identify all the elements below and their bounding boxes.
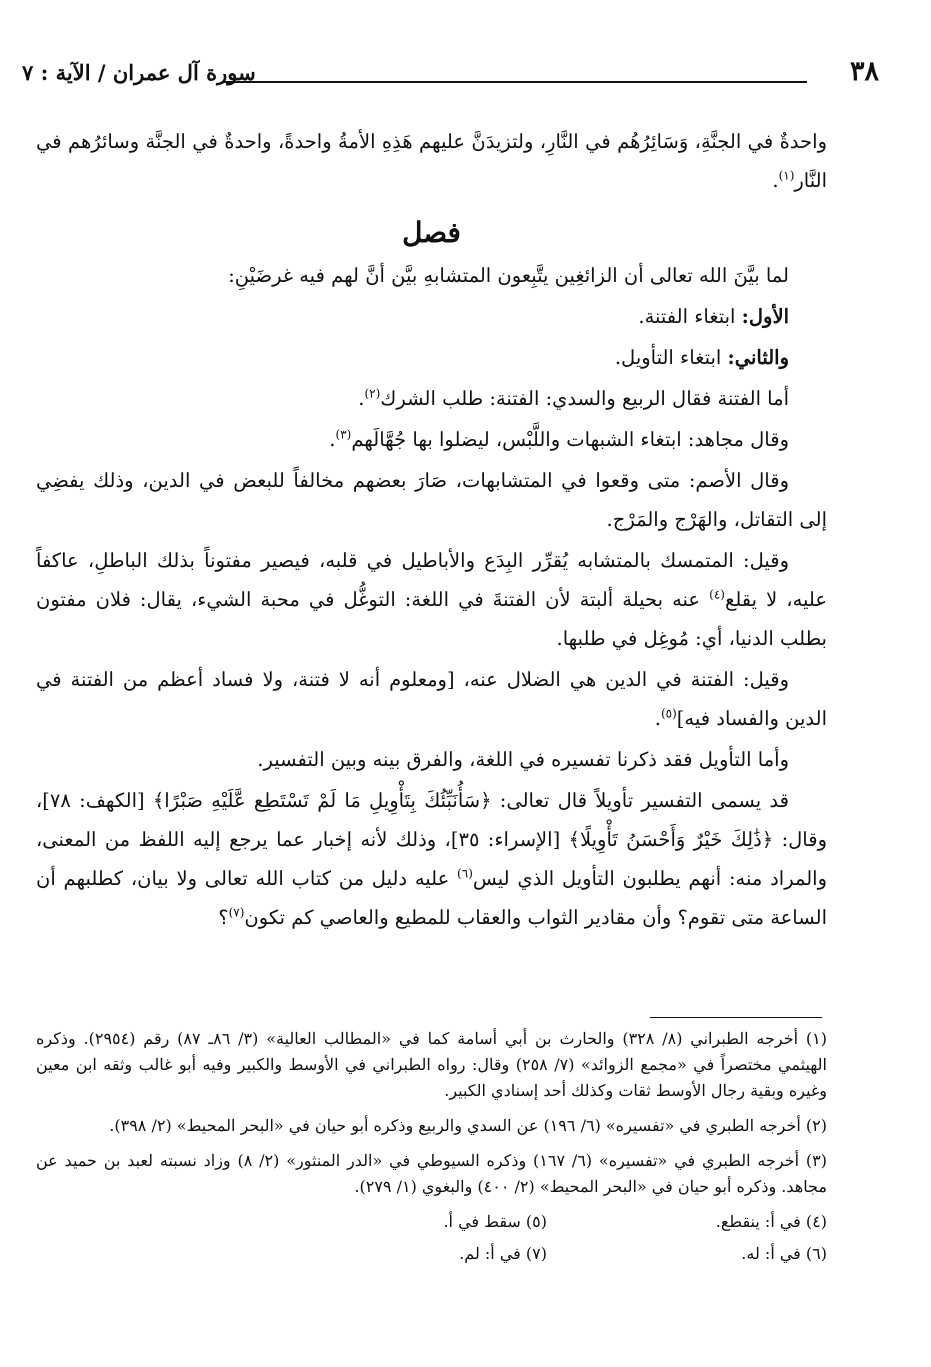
footnote-ref: (١) <box>778 168 795 183</box>
paragraph-text: وقيل: الفتنة في الدين هي الضلال عنه، [ومعلوم أنه لا فتنة، ولا فساد أعظم من الفتنة في الدين والفساد فيه] <box>36 668 827 730</box>
paragraph-text: وقال مجاهد: ابتغاء الشبهات واللَّبْس، ليضلوا بها جُهَّالَهم <box>351 428 789 451</box>
paragraph-mujahid: وقال مجاهد: ابتغاء الشبهات واللَّبْس، ليضلوا بها جُهَّالَهم$^{(٣)}$. <box>329 427 789 451</box>
header-rule <box>222 81 807 83</box>
paragraph-text: أما الفتنة فقال الربيع والسدي: الفتنة: طلب الشرك <box>380 387 789 410</box>
paragraph-text: عليه دليل من كتاب الله تعالى ولا بيان، كطلبهم أن الساعة متى تقوم؟ وأن مقادير الثواب والعقاب للمطيع والعاصي كم تكون <box>36 867 827 929</box>
paragraph-text: وقيل: المتمسك بالمتشابه يُقرِّر البِدَع والأباطيل في قلبه، فيصير مفتوناً بذلك الباطلِ، عاكفاً عليه، لا يقلع <box>36 549 827 611</box>
section-heading: فصل <box>402 216 461 249</box>
first-text: ابتغاء الفتنة. <box>638 305 736 328</box>
paragraph-text: عنه بحيلة ألبتة لأن الفتنةَ في اللغة: التوغُّل في محبة الشيء، يقال: فلان مفتون بطلب الدنيا، أي: مُوغِل في طلبها. <box>36 588 827 650</box>
footnote-ref: (٦) <box>457 866 473 881</box>
footnote-ref: (٢) <box>364 386 381 401</box>
paragraph-hadith-end: واحدةٌ في الجنَّةِ، وَسَائِرُهُم في النَّارِ، ولتزيدَنَّ عليهم هَذِهِ الأمةُ واحدةً، واحدةٌ في الجنَّة وسائرُهم في النَّار$^{(١)}$. <box>36 130 827 192</box>
paragraph-rabi-suddi: أما الفتنة فقال الربيع والسدي: الفتنة: طلب الشرك$^{(٢)}$. <box>358 386 789 410</box>
footnote-6: (٦) في أ: له. <box>741 1244 827 1263</box>
second-text: ابتغاء التأويل. <box>614 346 722 369</box>
paragraph-intro: لما بيَّنَ الله تعالى أن الزائغِين يتَّبِعون المتشابهِ بيَّن أنَّ لهم فيه غرضَيْنِ: <box>228 264 789 287</box>
footnote-separator <box>650 1017 822 1018</box>
footnote-3: (٣) أخرجه الطبري في «تفسيره» (٦/ ١٦٧) وذكره السيوطي في «الدر المنثور» (٢/ ٨) وزاد نسبته لعبد بن حميد عن مجاهد. وذكره أبو حيان في «البحر المحيط» (٢/ ٤٠٠) والبغوي (١/ ٢٧٩). <box>36 1151 827 1196</box>
second-label: والثاني: <box>727 346 789 369</box>
paragraph-text: قد يسمى التفسير تأويلاً قال تعالى: ﴿سَأُنَبِّئُكَ بِتَأْوِيلِ مَا لَمْ تَسْتَطِع عَّلَيْهِ صَبْرًا﴾ [الكهف: ٧٨]، وقال: ﴿ذَٰلِكَ خَيْرٌ وَأَحْسَنُ تَأْوِيلًا﴾ [الإسراء: ٣٥]، وذلك لأنه إخبار عما يرجع إليه اللفظ من المعنى، والمراد منه: أنهم يطلبون التأويل الذي ليس <box>36 789 828 890</box>
footnote-row <box>36 1209 827 1235</box>
paragraph-tawil: وأما التأويل فقد ذكرنا تفسيره في اللغة، والفرق بينه وبين التفسير. <box>257 748 789 771</box>
paragraph-fitna-din: وقيل: الفتنة في الدين هي الضلال عنه، [ومعلوم أنه لا فتنة، ولا فساد أعظم من الفتنة في الدين والفساد فيه]$^{(٥)}$. <box>36 668 827 730</box>
main-text <box>36 122 827 939</box>
running-header <box>22 52 879 92</box>
paragraph-text: واحدةٌ في الجنَّةِ، وَسَائِرُهُم في النَّارِ، ولتزيدَنَّ عليهم هَذِهِ الأمةُ واحدةً، واحدةٌ في الجنَّة وسائرُهم في النَّار <box>36 130 827 192</box>
footnote-5: (٥) سقط في أ. <box>443 1212 547 1231</box>
paragraph-asam: وقال الأصم: متى وقعوا في المتشابهات، صَارَ بعضهم مخالفاً للبعض في الدين، وذلك يفضِي إلى التقاتل، والهَرْج والمَرْج. <box>36 469 827 531</box>
footnote-ref: (٥) <box>660 706 677 721</box>
paragraph-tafsir-tawil: قد يسمى التفسير تأويلاً قال تعالى: ﴿سَأُنَبِّئُكَ بِتَأْوِيلِ مَا لَمْ تَسْتَطِع عَّلَيْهِ صَبْرًا﴾ [الكهف: ٧٨]، وقال: ﴿ذَٰلِكَ خَيْرٌ وَأَحْسَنُ تَأْوِيلًا﴾ [الإسراء: ٣٥]، وذلك لأنه إخبار عما يرجع إليه اللفظ من المعنى، والمراد منه: أنهم يطلبون التأويل الذي ليس$^{(٦)}$ عليه دليل من كتاب الله تعالى ولا بيان، كطلبهم أن الساعة متى تقوم؟ وأن مقادير الثواب والعقاب للمطيع والعاصي كم تكون$^{(٧)}$؟ <box>36 789 828 929</box>
first-label: الأول: <box>741 305 789 328</box>
paragraph-second-purpose <box>36 338 827 377</box>
footnotes <box>36 1026 827 1273</box>
paragraph-mutamassik <box>36 541 827 658</box>
footnote-1: (١) أخرجه الطبراني (٨/ ٣٢٨) والحارث بن أبي أسامة كما في «المطالب العالية» (٣/ ٨٦ـ ٨٧) رقم (٢٩٥٤). وذكره الهيثمي مختصراً في «مجمع الزوائد» (٧/ ٢٥٨) وقال: رواه الطبراني في الأوسط والكبير وفيه أبو غالب وثقه ابن معين وغيره وبقية رجال الأوسط ثقات وكذلك أحد إسنادي الكبير. <box>36 1029 827 1100</box>
page-number: ٣٨ <box>849 56 879 87</box>
paragraph-first-purpose <box>36 297 827 336</box>
footnote-7: (٧) في أ: لم. <box>459 1244 547 1263</box>
footnote-4: (٤) في أ: ينقطع. <box>715 1212 827 1231</box>
footnote-ref: (٧) <box>228 905 245 920</box>
footnote-2: (٢) أخرجه الطبري في «تفسيره» (٦/ ١٩٦) عن السدي والربيع وذكره أبو حيان في «البحر المحيط» (٢/ ٣٩٨). <box>109 1116 827 1135</box>
footnote-ref: (٤) <box>709 587 725 602</box>
footnote-ref: (٣) <box>335 427 352 442</box>
footnote-row <box>36 1241 827 1267</box>
surah-title: سورة آل عمران / الآية : ٧ <box>22 60 256 85</box>
